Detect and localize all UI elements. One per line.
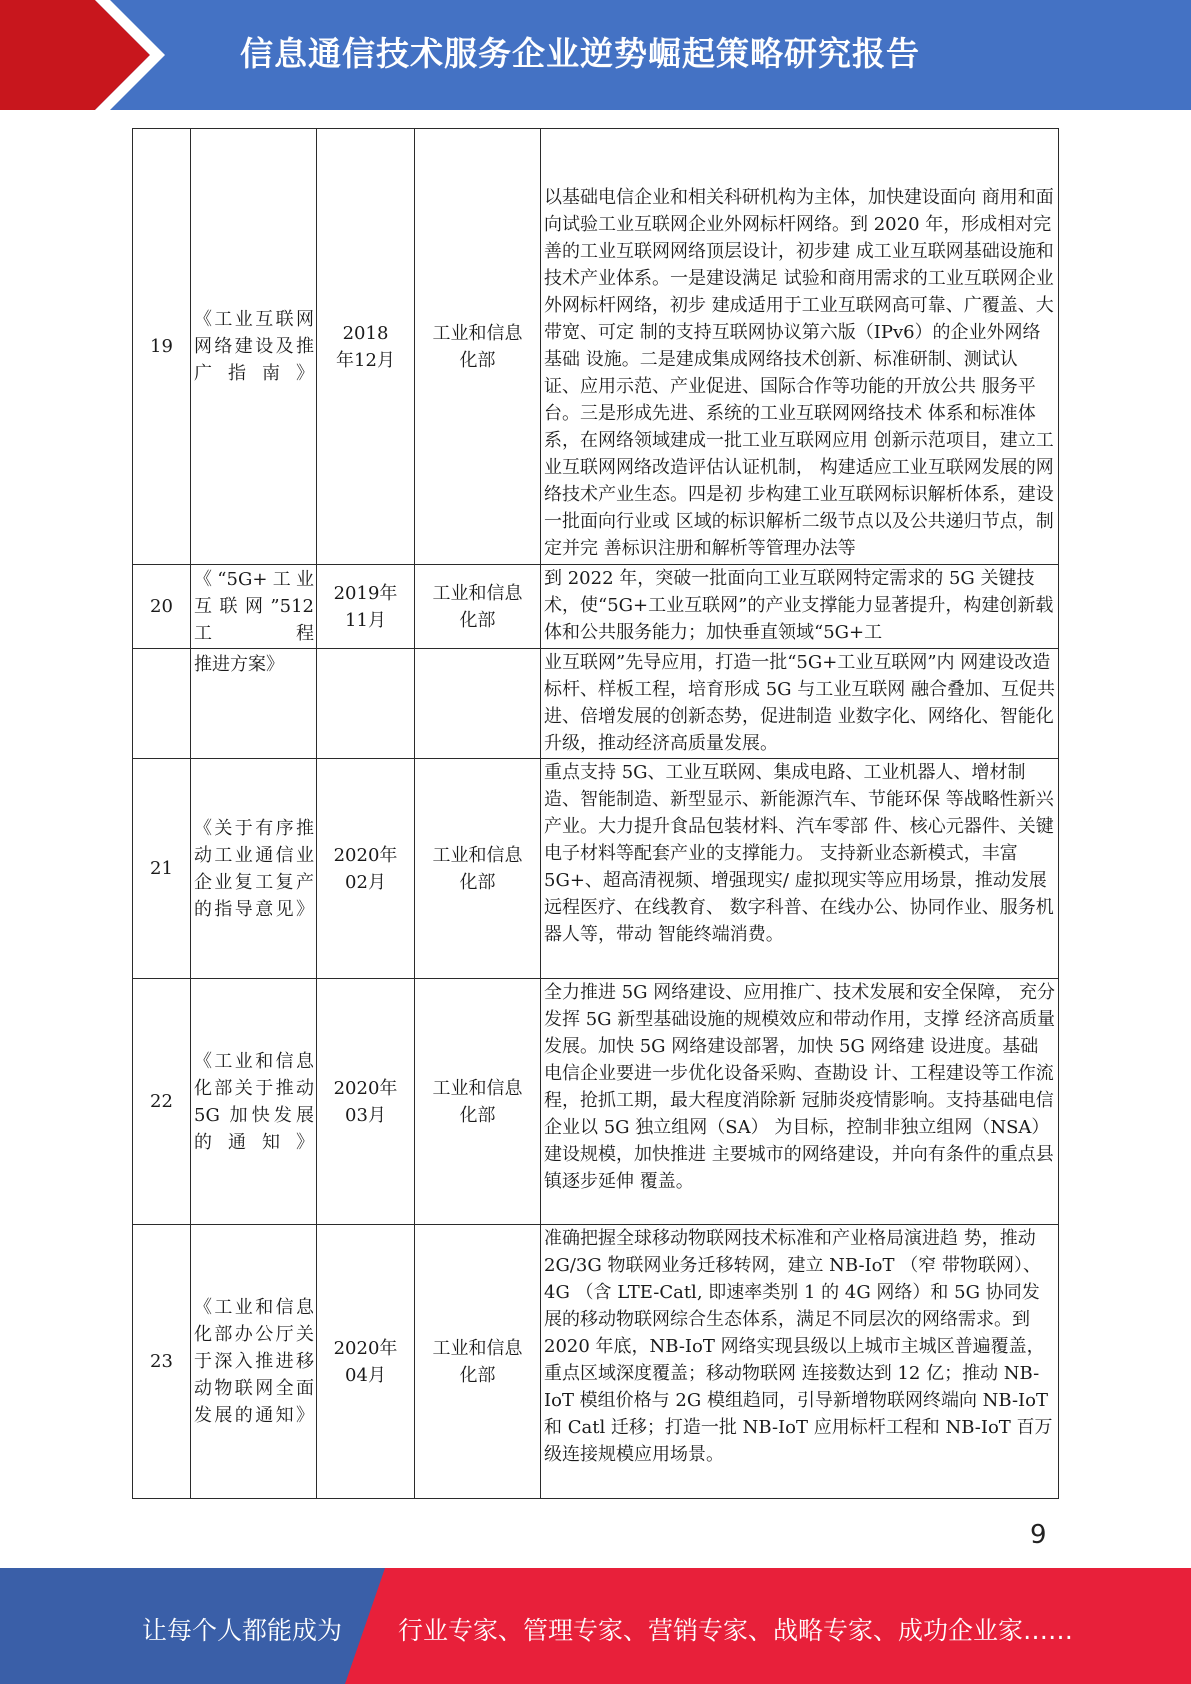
issue-date (317, 649, 415, 759)
issue-date (317, 565, 415, 649)
row-number: 19 (133, 129, 191, 565)
table-row (133, 649, 1059, 759)
policy-name: 《关于有序推动工业通信业企业复工复产的指导意见》 (191, 759, 317, 979)
description-text: 全力推进 5G 网络建设、应用推广、技术发展和安全保障， 充分发挥 5G 新型基础设施的规模效应和带动作用，支撑 经济高质量发展。加快 5G 网络建设部署，加快 5G 网络建 设进度。基础电信企业要进一步优化设备采购、查勘设 计、工程建设等工作流程，抢抓工期，最大程度消除新 冠肺炎疫情影响。支持基础电信企业以 5G 独立组网（SA） 为目标，控制非独立组网（NSA）建设规模，加快推进 主要城市的网络建设，并向有条件的重点县镇逐步延伸 覆盖。 (544, 982, 1055, 1192)
report-title: 信息通信技术服务企业逆势崛起策略研究报告 (240, 34, 920, 73)
policy-name: 《工业互联网网络建设及推广指南》 (191, 129, 317, 565)
row-number: 23 (133, 1225, 191, 1499)
page-number: 9 (1030, 1520, 1047, 1550)
row-number: 20 (133, 565, 191, 649)
issue-date (317, 1225, 415, 1499)
issue-date-text: 2018年12月 (336, 322, 395, 371)
policy-description (541, 759, 1059, 979)
policy-description (541, 129, 1059, 565)
description-text: 到 2022 年，突破一批面向工业互联网特定需求的 5G 关键技术，使“5G+工业互联网”的产业支撑能力显著提升，构建创新载体和公共服务能力；加快垂直领域“5G+工 (544, 568, 1054, 643)
policy-name: 推进方案》 (191, 649, 317, 759)
table-row (133, 979, 1059, 1225)
department-text: 工业和信息化部 (432, 1337, 523, 1386)
row-number: 22 (133, 979, 191, 1225)
table-row (133, 129, 1059, 565)
policy-name: 《工业和信息化部关于推动 5G 加快发展的通知》 (191, 979, 317, 1225)
policy-description (541, 979, 1059, 1225)
page-header (0, 0, 1191, 110)
department (415, 759, 541, 979)
issue-date (317, 759, 415, 979)
issue-date-text: 2019年11月 (333, 582, 398, 631)
description-text: 准确把握全球移动物联网技术标准和产业格局演进趋 势，推动 2G/3G 物联网业务迁移转网，建立 NB-IoT （窄 带物联网）、4G （含 LTE-Catl, 即速率类别 1 的 4G 网络）和 5G 协同发展的移动物联网综合生态体系，满足不同层次的网络需求。到 2020 年底，NB-IoT 网络实现县级以上城市主城区普遍覆盖，重点区域深度覆盖；移动物联网 连接数达到 12 亿；推动 NB-IoT 模组价格与 2G 模组趋同，引导新增物联网终端向 NB-IoT 和 Catl 迁移；打造一批 NB-IoT 应用标杆工程和 NB-IoT 百万级连接规模应用场景。 (544, 1228, 1053, 1465)
department-text: 工业和信息化部 (432, 844, 523, 893)
row-number: 21 (133, 759, 191, 979)
department-text: 工业和信息化部 (432, 322, 523, 371)
department (415, 649, 541, 759)
policy-description (541, 565, 1059, 649)
description-text: 重点支持 5G、工业互联网、集成电路、工业机器人、增材制造、智能制造、新型显示、新能源汽车、节能环保 等战略性新兴产业。大力提升食品包装材料、汽车零部 件、核心元器件、关键电子材料等配套产业的支撑能力。 支持新业态新模式，丰富 5G+、超高清视频、增强现实/ 虚拟现实等应用场景，推动发展远程医疗、在线教育、 数字科普、在线办公、协同作业、服务机器人等，带动 智能终端消费。 (544, 762, 1054, 945)
issue-date (317, 979, 415, 1225)
department-text: 工业和信息化部 (432, 582, 523, 631)
page-footer (0, 1568, 1191, 1684)
department (415, 565, 541, 649)
header-red-chevron (0, 0, 150, 110)
footer-slogan-left: 让每个人都能成为 (142, 1616, 343, 1645)
department-text: 工业和信息化部 (432, 1077, 523, 1126)
policy-table (132, 128, 1059, 1499)
description-text: 以基础电信企业和相关科研机构为主体，加快建设面向 商用和面向试验工业互联网企业外网标杆网络。到 2020 年，形成相对完善的工业互联网网络顶层设计，初步建 成工业互联网基础设施和技术产业体系。一是建设满足 试验和商用需求的工业互联网企业外网标杆网络，初步 建成适用于工业互联网高可靠、广覆盖、大带宽、可定 制的支持互联网协议第六版（IPv6）的企业外网络基础 设施。二是建成集成网络技术创新、标准研制、测试认 证、应用示范、产业促进、国际合作等功能的开放公共 服务平台。三是形成先进、系统的工业互联网网络技术 体系和标准体系，在网络领域建成一批工业互联网应用 创新示范项目，建立工业互联网网络改造评估认证机制， 构建适应工业互联网发展的网络技术产业生态。四是初 步构建工业互联网标识解析体系，建设一批面向行业或 区域的标识解析二级节点以及公共递归节点，制定并完 善标识注册和解析等管理办法等 (544, 187, 1054, 559)
table-row (133, 565, 1059, 649)
policy-description (541, 1225, 1059, 1499)
department (415, 129, 541, 565)
table-row (133, 1225, 1059, 1499)
issue-date-text: 2020年03月 (333, 1077, 398, 1126)
department (415, 979, 541, 1225)
footer-slogan-right: 行业专家、管理专家、营销专家、战略专家、成功企业家…… (398, 1616, 1074, 1645)
description-text: 业互联网”先导应用，打造一批“5G+工业互联网”内 网建设改造标杆、样板工程，培育形成 5G 与工业互联网 融合叠加、互促共进、倍增发展的创新态势，促进制造 业数字化、网络化、智能化升级，推动经济高质量发展。 (544, 652, 1055, 754)
department (415, 1225, 541, 1499)
issue-date-text: 2020年02月 (333, 844, 398, 893)
row-number (133, 649, 191, 759)
issue-date (317, 129, 415, 565)
policy-description (541, 649, 1059, 759)
table-row (133, 759, 1059, 979)
policy-name: 《工业和信息化部办公厅关于深入推进移动物联网全面发展的通知》 (191, 1225, 317, 1499)
policy-name: 《“5G+工业互联网”512 工程 (191, 565, 317, 649)
issue-date-text: 2020年04月 (333, 1337, 398, 1386)
